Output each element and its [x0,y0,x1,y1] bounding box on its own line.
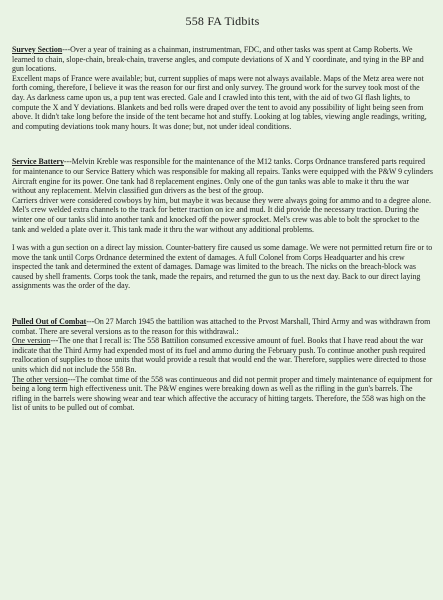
version-2-label: The other version [12,374,68,384]
combat-section-heading: Pulled Out of Combat [12,317,87,327]
combat-version-1 [12,336,433,374]
survey-paragraph-2: Excellent maps of France were available; but, current supplies of maps were not always available. Maps of the Metz area were not forth coming, therefore, I believe it was the reason for our first and only survey. The ground work for the survey took most of the day. As darkness came upon us, a pup tent was erected. Gale and I crawled into this tent, with the aid of two GI flash lights, to compute the X and Y deviations. Blankets and bed rolls were draped over the tent to avoid any possibility of light being seen from above. It didn't take long before the inside of the tent became hot and stuffy. Looking at log tables, viewing angle readings, writing, and computing deviations took many hours. It was done; but, not under ideal conditions. [12,73,427,131]
combat-paragraph-1-text: ---On 27 March 1945 the battilion was attached to the Prvost Marshall, Third Army and was withdrawn from combat. There are several versions as to the reason for this withdrawal.: [12,317,431,336]
combat-paragraph-1 [12,317,433,336]
combat-version-2 [12,375,433,413]
survey-paragraph-1 [12,45,433,74]
survey-section-heading: Survey Section [12,45,63,54]
section-spacer [12,291,433,317]
version-1-text: ---The one that I recall is: The 558 Battilion consumed excessive amount of fuel. Books that I have read about the war indicate that the Third Army had expended most of its fuel and ammo during the February push. To continue another push required reallocation of supplies to those units that would provide a result that would end the war. Therefore, supplies were directed to those units which did not include the 558 Bn. [12,336,427,375]
battery-paragraph-1-text: ---Melvin Kreble was responsible for the maintenance of the M12 tanks. Corps Ordnance transfered parts required for maintenance to our Service Battery which was responsible for making all repairs. Tanks were equipped with the P&W 9 cylinders Aircraft engine for its power. One tank had 8 replacement engines. Only one of the gun tanks was able to make it thru the war without any replacement. Melvin classified gun drivers as the best of the group. [12,157,433,196]
survey-paragraph-1-text: ---Over a year of training as a chainman, instrumentman, FDC, and other tasks was spent at Camp Roberts. We learned to chain, slope-chain, break-chain, traverse angles, and compute deviations of X and Y coordinate, and tying in the BP and gun locations. [12,45,424,74]
version-2-text: ---The combat time of the 558 was continueous and did not permit proper and timely maintenance of equipment for being a long term high effectiveness unit. The P&W engines were breaking down as well as the rifling in the gun's barrels. The rifling in the barrels were showing wear and tear which affective the accuracy of hitting targets. Therefore, the 558 was high on the list of units to be pulled out of combat. [12,374,433,413]
battery-paragraph-4: I was with a gun section on a direct lay mission. Counter-battery fire caused us some damage. We were not permitted return fire or to move the tank until Corps Ordnance determined the extent of damages. A full Colonel from Corps Headquarter and his crew inspected the tank and determined the extent of damages. Damage was limited to the breach. The nicks on the breach-block was caused by shell framents. Corps took the tank, made the repairs, and returned the gun to us the next day. Back to our direct laying assignments was the order of the day. [12,243,433,291]
battery-paragraph-2: Carriers driver were considered cowboys by him, but maybe it was because they were always going for ammo and to a degree alone. [12,195,431,205]
paragraph-spacer [12,234,433,243]
battery-paragraph-3: Mel's crew welded extra channels to the track for better traction on ice and mud. It did provide the necessary traction. During the winter one of our tanks slid into another tank and knocked off the power sprocket. Mel's crew was able to bolt the sprocket to the tank and welded a plate over it. This tank made it thru the war without any additional problems. [12,205,420,234]
page-title: 558 FA Tidbits [185,14,260,28]
battery-section-heading: Service Battery [12,157,64,167]
version-1-label: One version [12,336,51,346]
section-spacer [12,131,433,157]
battery-paragraph-1 [12,157,433,195]
